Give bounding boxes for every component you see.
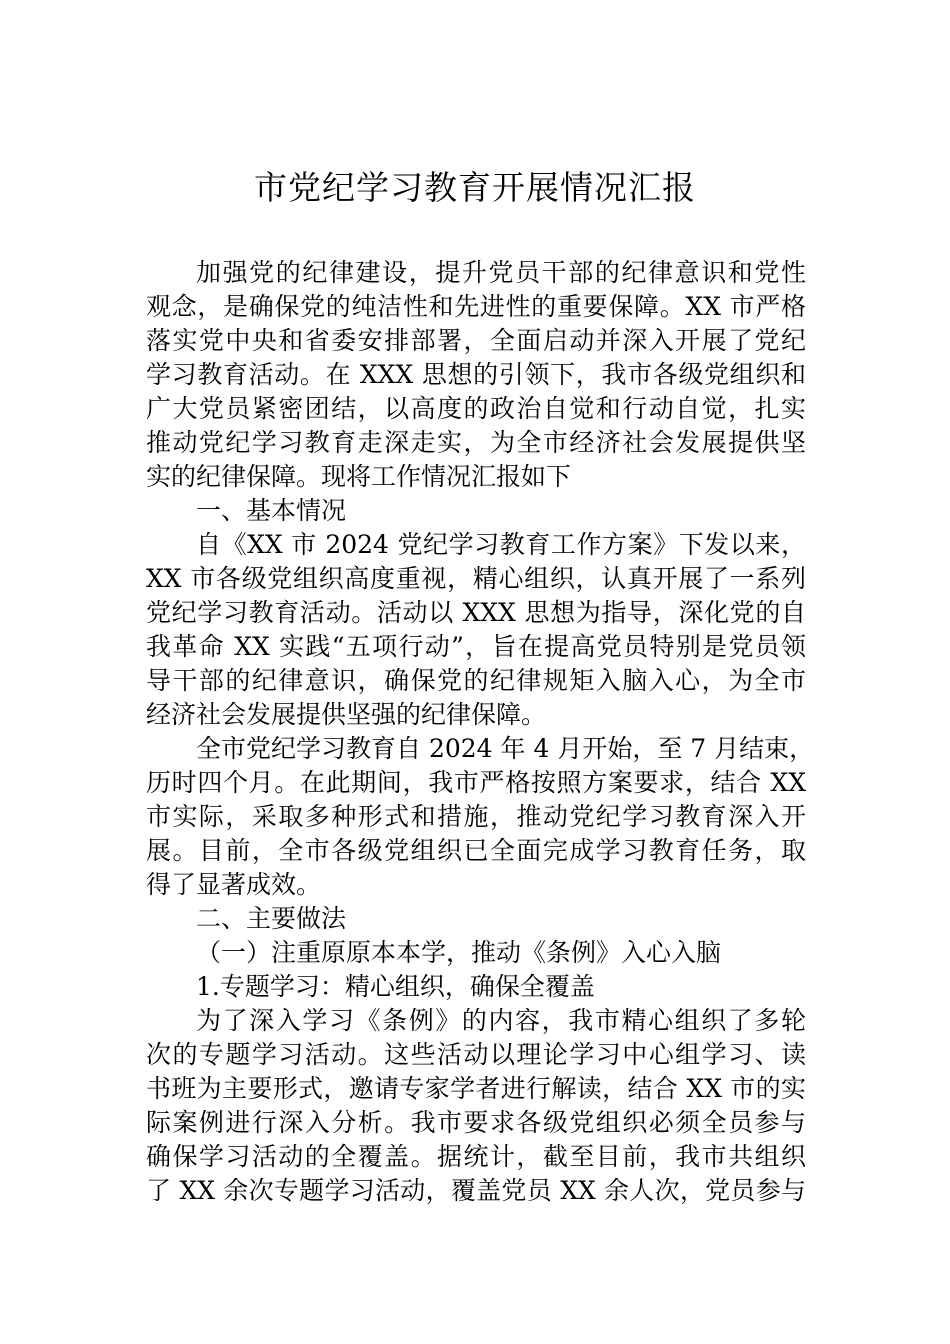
text-line: 一、基本情况	[196, 496, 347, 525]
text-line: 实的纪律保障。现将工作情况汇报如下	[146, 462, 572, 491]
text-line: 推动党纪学习教育走深走实，为全市经济社会发展提供坚	[146, 428, 806, 457]
text-line: 广大党员紧密团结，以高度的政治自觉和行动自觉，扎实	[146, 394, 806, 423]
document-title: 市党纪学习教育开展情况汇报	[254, 168, 696, 207]
text-line: XX 市各级党组织高度重视，精心组织，认真开展了一系列	[146, 564, 806, 593]
text-line: 1.专题学习：精心组织，确保全覆盖	[196, 972, 595, 1001]
text-line: 我革命 XX 实践“五项行动”，旨在提高党员特别是党员领	[146, 632, 806, 661]
text-line: 党纪学习教育活动。活动以 XXX 思想为指导，深化党的自	[146, 598, 806, 627]
text-line: 市实际，采取多种形式和措施，推动党纪学习教育深入开	[146, 802, 806, 831]
text-line: 确保学习活动的全覆盖。据统计，截至目前，我市共组织	[146, 1142, 806, 1171]
document-body	[146, 256, 815, 1208]
text-line: 次的专题学习活动。这些活动以理论学习中心组学习、读	[146, 1040, 806, 1069]
text-line: 为了深入学习《条例》的内容，我市精心组织了多轮	[196, 1006, 806, 1035]
text-line: 经济社会发展提供坚强的纪律保障。	[146, 700, 547, 729]
text-line: 加强党的纪律建设，提升党员干部的纪律意识和党性	[196, 258, 806, 287]
text-line: 自《XX 市 2024 党纪学习教育工作方案》下发以来，	[196, 530, 806, 559]
text-line: 际案例进行深入分析。我市要求各级党组织必须全员参与	[146, 1108, 806, 1137]
text-line: 二、主要做法	[196, 904, 347, 933]
text-line: 了 XX 余次专题学习活动，覆盖党员 XX 余人次，党员参与	[146, 1176, 806, 1205]
text-line: 书班为主要形式，邀请专家学者进行解读，结合 XX 市的实	[146, 1074, 806, 1103]
text-line: 得了显著成效。	[146, 870, 322, 899]
text-line: （一）注重原原本本学，推动《条例》入心入脑	[196, 938, 722, 967]
text-line: 学习教育活动。在 XXX 思想的引领下，我市各级党组织和	[146, 360, 806, 389]
text-line: 导干部的纪律意识，确保党的纪律规矩入脑入心，为全市	[146, 666, 806, 695]
text-line: 历时四个月。在此期间，我市严格按照方案要求，结合 XX	[146, 768, 806, 797]
text-line: 全市党纪学习教育自 2024 年 4 月开始，至 7 月结束，	[196, 734, 815, 763]
text-line: 观念，是确保党的纯洁性和先进性的重要保障。XX 市严格	[146, 292, 806, 321]
text-line: 落实党中央和省委安排部署，全面启动并深入开展了党纪	[146, 326, 806, 355]
text-line: 展。目前，全市各级党组织已全面完成学习教育任务，取	[146, 836, 806, 865]
